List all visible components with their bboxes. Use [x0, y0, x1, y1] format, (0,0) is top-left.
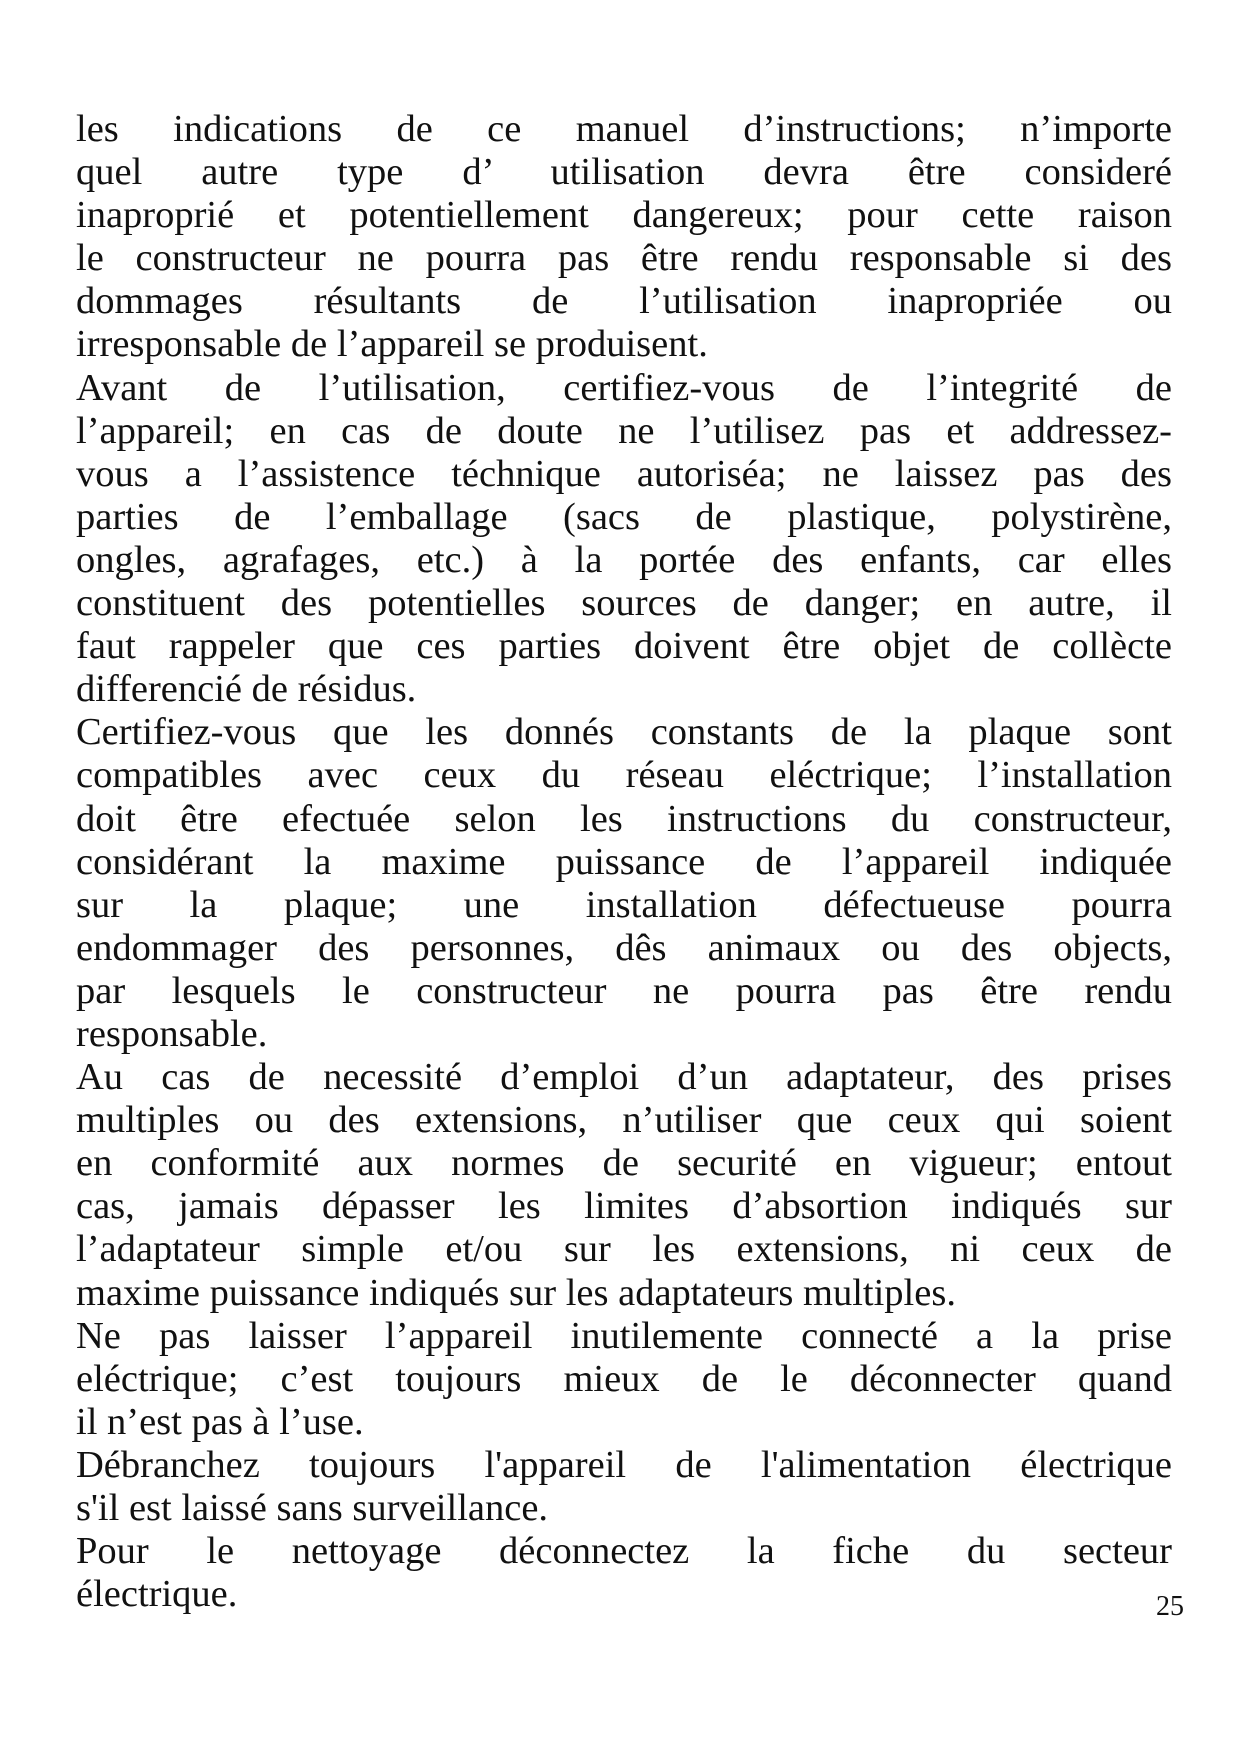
text-line: le constructeur ne pourra pas être rendu responsable si des: [76, 237, 1172, 280]
text-line: maxime puissance indiqués sur les adaptateurs multiples.: [76, 1271, 956, 1314]
text-line: Au cas de necessité d’emploi d’un adaptateur, des prises: [76, 1056, 1172, 1099]
text-line: sur la plaque; une installation défectueuse pourra: [76, 883, 1172, 926]
text-line: quel autre type d’ utilisation devra être consideré: [76, 151, 1172, 194]
text-line: cas, jamais dépasser les limites d’absortion indiqués sur: [76, 1185, 1172, 1228]
text-line: ongles, agrafages, etc.) à la portée des enfants, car elles: [76, 538, 1172, 581]
paragraph-usage-warning: [76, 108, 1172, 367]
text-line: par lesquels le constructeur ne pourra pas être rendu: [76, 969, 1172, 1012]
text-line: considérant la maxime puissance de l’appareil indiquée: [76, 840, 1172, 883]
text-line: compatibles avec ceux du réseau eléctrique; l’installation: [76, 754, 1172, 797]
text-line: l’appareil; en cas de doute ne l’utilisez pas et addressez-: [76, 409, 1172, 452]
text-line: Pour le nettoyage déconnectez la fiche du secteur: [76, 1530, 1172, 1573]
text-line: endommager des personnes, dês animaux ou des objects,: [76, 926, 1172, 969]
paragraph-unattended: [76, 1444, 1172, 1530]
text-line: vous a l’assistence téchnique autoriséa; ne laissez pas des: [76, 452, 1172, 495]
text-line: Avant de l’utilisation, certifiez-vous de l’integrité de: [76, 366, 1172, 409]
paragraph-integrity-check: [76, 367, 1172, 712]
text-line: inaproprié et potentiellement dangereux; pour cette raison: [76, 194, 1172, 237]
text-line: l’adaptateur simple et/ou sur les extensions, ni ceux de: [76, 1228, 1172, 1271]
text-line: constituent des potentielles sources de danger; en autre, il: [76, 582, 1172, 625]
text-line: faut rappeler que ces parties doivent être objet de collècte: [76, 625, 1172, 668]
text-line: en conformité aux normes de securité en vigueur; entout: [76, 1142, 1172, 1185]
paragraph-adapters: [76, 1056, 1172, 1315]
text-line: doit être efectuée selon les instructions du constructeur,: [76, 797, 1172, 840]
text-line: responsable.: [76, 1012, 268, 1055]
paragraph-disconnect: [76, 1315, 1172, 1444]
text-line: il n’est pas à l’use.: [76, 1400, 364, 1443]
text-line: irresponsable de l’appareil se produisent.: [76, 323, 708, 366]
paragraph-cleaning: [76, 1530, 1172, 1616]
body-text: [76, 108, 1172, 1616]
text-line: s'il est laissé sans surveillance.: [76, 1487, 549, 1529]
text-line: Ne pas laisser l’appareil inutilemente connecté a la prise: [76, 1314, 1172, 1357]
text-line: multiples ou des extensions, n’utiliser que ceux qui soient: [76, 1099, 1172, 1142]
text-line: les indications de ce manuel d’instructions; n’importe: [76, 108, 1172, 150]
text-line: électrique.: [76, 1573, 238, 1616]
text-line: Certifiez-vous que les donnés constants de la plaque sont: [76, 711, 1172, 754]
text-line: Débranchez toujours l'appareil de l'alimentation électrique: [76, 1443, 1172, 1486]
page-number: 25: [1156, 1591, 1184, 1622]
paragraph-rating-plate: [76, 711, 1172, 1056]
text-line: parties de l’emballage (sacs de plastique, polystirène,: [76, 495, 1172, 538]
text-line: eléctrique; c’est toujours mieux de le déconnecter quand: [76, 1357, 1172, 1400]
text-line: differencié de résidus.: [76, 668, 417, 711]
text-line: dommages résultants de l’utilisation inapropriée ou: [76, 280, 1172, 323]
